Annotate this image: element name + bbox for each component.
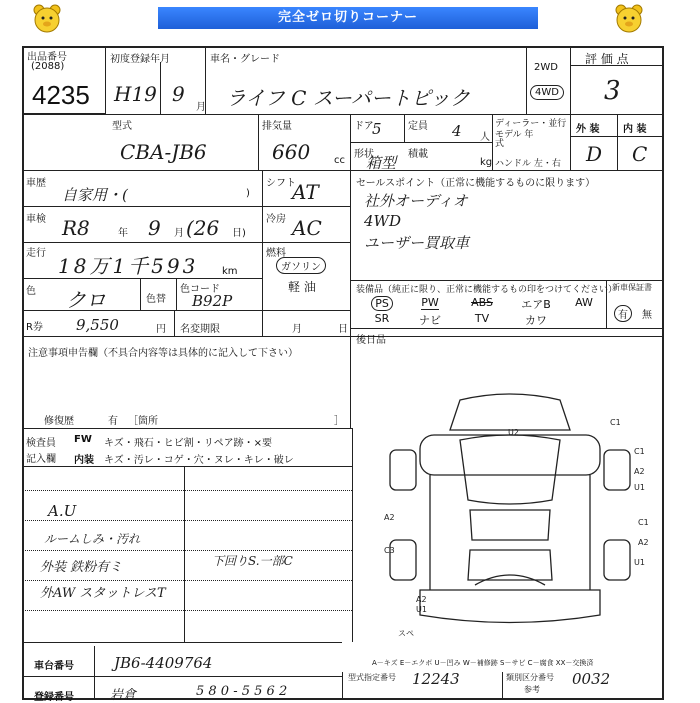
mileage-value: 18万1千593: [58, 254, 199, 278]
sales-point-3: ユーザー買取車: [364, 234, 470, 252]
first-reg-year: H19: [114, 82, 157, 106]
score-value: 3: [604, 76, 621, 106]
damage-mark-c1-right: C1: [634, 447, 645, 456]
fuel-diesel: 軽 油: [288, 280, 316, 294]
divider: [22, 336, 664, 337]
usage-label: 車歴: [26, 178, 46, 189]
class-label: 類別区分番号: [506, 673, 554, 682]
inspection-month-unit: 月: [174, 228, 184, 239]
divider: [22, 520, 352, 521]
repair-label: 修復歴: [44, 416, 74, 427]
damage-mark-u1-rear: U1: [634, 558, 645, 567]
inspection-label: 車検: [26, 214, 46, 225]
damage-mark-c3-left: C3: [384, 546, 395, 555]
sales-point-2: 4WD: [364, 212, 401, 230]
usage-close: ): [246, 188, 250, 199]
divider: [22, 490, 352, 491]
divider: [22, 428, 352, 429]
drive-2wd: 2WD: [534, 62, 558, 73]
damage-mark-a2-bottom: A2: [416, 595, 427, 604]
type-value: CBA-JB6: [120, 140, 207, 164]
equip-airbag-text: エアB: [521, 298, 551, 311]
color-no-value: B92P: [192, 292, 233, 310]
handle-label: ハンドル 左・右: [495, 159, 561, 169]
fuel-value-text: ガソリン: [281, 262, 321, 273]
notes-label: 注意事項申告欄（不具合内容等は具体的に記入して下さい）: [28, 348, 298, 359]
divider: [570, 114, 571, 170]
displacement-label: 排気量: [262, 121, 292, 132]
divider: [22, 310, 350, 311]
damage-mark-u1-bottom: U1: [416, 605, 427, 614]
inspector-side-note: 下回りS.一部C: [212, 554, 293, 568]
page-banner: 完全ゼロ切りコーナー: [158, 7, 538, 29]
equip-pw: [410, 296, 450, 309]
damage-mark-c1-top: C1: [610, 418, 621, 427]
divider: [205, 46, 206, 114]
recycle-unit: 円: [156, 324, 166, 335]
divider: [350, 280, 664, 281]
divider: [184, 466, 185, 642]
first-reg-month: 9: [172, 82, 185, 106]
mileage-label: 走行: [26, 248, 46, 259]
equip-abs: [458, 296, 506, 309]
warranty-no: 無: [642, 310, 652, 321]
divider: [350, 336, 351, 428]
inspection-day: (26: [186, 216, 220, 240]
divider: [22, 170, 664, 171]
mascot-bear-right-icon: [612, 3, 646, 33]
damage-legend: A－キズ E－エクボ U－凹み W－補修跡 S－サビ C－腐食 XX－交換済: [372, 659, 594, 667]
equip-navi-text: ナビ: [419, 314, 441, 327]
damage-mark-a2-right: A2: [634, 467, 645, 476]
divider: [140, 278, 141, 310]
inspector-note-2: ルームしみ・汚れ: [44, 532, 141, 546]
score-label: 評 価 点: [585, 52, 629, 66]
divider: [350, 142, 492, 143]
dealer-label: ディーラー・並行: [495, 119, 567, 129]
name-change-day: 日: [338, 324, 348, 335]
repair-close: ］: [334, 416, 344, 427]
model-value: ライフ C スーパートピック: [226, 86, 471, 110]
usage-value: 自家用・(: [62, 186, 128, 204]
equip-pw-text: PW: [421, 296, 439, 309]
first-reg-label: 初度登録年月: [110, 54, 170, 65]
divider: [606, 280, 607, 328]
divider: [22, 114, 664, 115]
car-damage-diagram: [380, 390, 660, 640]
type-cert-value: 12243: [412, 670, 460, 688]
ac-value: AC: [292, 216, 322, 240]
equip-tv-text: TV: [474, 312, 490, 325]
divider: [570, 65, 664, 66]
damage-mark-u2: U2: [508, 428, 519, 437]
fw-label: FW: [74, 434, 92, 445]
reg-label: 登録番号: [34, 692, 74, 703]
lot-number: 4235: [32, 80, 90, 110]
capacity-value: 4: [452, 122, 462, 140]
divider: [22, 550, 352, 551]
recycle-value: 9,550: [76, 316, 119, 334]
inspection-day-unit: 日): [232, 228, 246, 239]
new-car-warranty-label: 新車保証書: [612, 283, 652, 292]
damage-mark-c1-side: C1: [638, 518, 649, 527]
inspection-month: 9: [148, 216, 161, 240]
divider: [258, 114, 259, 170]
mascot-bear-left-icon: [30, 3, 64, 33]
equip-aw-text: AW: [575, 296, 593, 309]
damage-mark-a2-left: A2: [384, 513, 395, 522]
inspector-label-2: 記入欄: [26, 454, 56, 465]
int-items: キズ・汚レ・コゲ・穴・ヌレ・キレ・破レ: [104, 455, 294, 466]
repair-place: ［箇所: [128, 416, 158, 427]
equip-ps-text: PS: [371, 296, 393, 311]
divider: [502, 672, 503, 700]
sales-point-1: 社外オーディオ: [364, 192, 468, 210]
load-label: 積載: [408, 149, 428, 160]
capacity-label: 定員: [408, 121, 428, 132]
first-reg-month-unit: 月: [196, 102, 206, 113]
type-cert-label: 型式指定番号: [348, 673, 396, 682]
damage-mark-u1-right: U1: [634, 483, 645, 492]
drive-4wd: [530, 85, 564, 100]
inspection-year: R8: [62, 216, 90, 240]
inspector-label-1: 検査員: [26, 438, 56, 449]
doors-label: ドア: [354, 121, 374, 132]
divider: [22, 642, 342, 643]
divider: [570, 46, 571, 114]
divider: [350, 328, 664, 329]
divider: [617, 114, 618, 170]
lot-label: 出品番号: [27, 52, 67, 63]
divider: [404, 114, 405, 142]
recycle-label: R券: [26, 322, 43, 333]
equip-leather-text: カワ: [525, 314, 547, 327]
load-unit: kg: [480, 157, 493, 168]
divider: [160, 62, 161, 114]
chassis-value: JB6-4409764: [114, 654, 213, 672]
divider: [352, 428, 353, 642]
divider: [22, 242, 350, 243]
warranty-yes: [614, 305, 632, 322]
damage-mark-a2-rear: A2: [638, 538, 649, 547]
shape-label: 形状: [354, 149, 374, 160]
warranty-yes-text: 有: [618, 310, 628, 321]
interior-label: 内 装: [623, 124, 647, 135]
divider: [342, 672, 343, 700]
equip-leather: [512, 312, 560, 328]
interior-grade: C: [632, 142, 648, 166]
equip-ps: [362, 296, 402, 311]
displacement-unit: cc: [334, 155, 345, 166]
repair-yes: 有: [108, 416, 118, 427]
divider: [570, 136, 664, 137]
divider: [22, 466, 352, 467]
inspector-note-1: A.U: [48, 502, 77, 520]
equip-abs-text: ABS: [471, 296, 493, 309]
shape-value: 箱型: [366, 154, 397, 172]
divider: [22, 610, 352, 611]
inspector-note-3: 外装 鉄粉有ミ: [40, 560, 123, 575]
name-change-month: 月: [292, 324, 302, 335]
color-no-label: 色コード: [180, 284, 220, 295]
model-year-label: モデル 年式: [495, 130, 534, 149]
equip-sr-text: SR: [374, 312, 390, 325]
equip-aw: [564, 296, 604, 309]
lot-sub: (2088): [31, 61, 65, 72]
reg-value: 岩倉: [110, 688, 137, 703]
equip-airbag: [512, 296, 560, 312]
color-label: 色: [26, 286, 36, 297]
divider: [22, 676, 342, 677]
divider: [176, 278, 177, 310]
int-label: 内装: [74, 455, 94, 466]
type-label: 型式: [112, 121, 132, 132]
postdate-label: 後日品: [356, 335, 386, 346]
divider: [22, 580, 352, 581]
divider: [22, 206, 350, 207]
inspector-note-4: 外AW スタットレスT: [40, 586, 166, 601]
divider: [526, 46, 527, 114]
divider: [94, 646, 95, 700]
model-label: 車名・グレード: [210, 54, 280, 65]
divider: [174, 310, 175, 336]
drive-4wd-text: 4WD: [535, 87, 559, 98]
shift-label: シフト: [266, 178, 296, 189]
doors-value: 5: [372, 120, 382, 138]
divider: [492, 114, 493, 170]
class-value: 0032: [572, 670, 611, 688]
ref-label: 参考: [524, 685, 540, 694]
mileage-unit: km: [222, 266, 238, 277]
equip-navi: [410, 312, 450, 328]
chassis-label: 車台番号: [34, 661, 74, 672]
divider: [22, 278, 262, 279]
sales-label: セールスポイント（正常に機能するものに限ります）: [356, 178, 596, 189]
fuel-label: 燃料: [266, 248, 286, 259]
equip-tv: [458, 312, 506, 325]
equip-sr: [362, 312, 402, 325]
name-change-label: 名変期限: [180, 324, 220, 335]
inspection-year-unit: 年: [118, 228, 128, 239]
displacement-value: 660: [272, 140, 311, 164]
exterior-label: 外 装: [576, 124, 600, 135]
capacity-unit: 人: [480, 132, 490, 143]
color-value: クロ: [66, 288, 106, 312]
divider: [350, 170, 351, 336]
fw-items: キズ・飛石・ヒビ割・リペア跡・×要: [104, 438, 272, 449]
shift-value: AT: [292, 180, 319, 204]
fuel-value: [276, 257, 326, 274]
trim-label: 色替: [146, 294, 166, 305]
exterior-grade: D: [586, 142, 603, 166]
ac-label: 冷房: [266, 214, 286, 225]
divider: [262, 170, 263, 336]
equipment-title: 装備品（純正に限り、正常に機能するもの印をつけてください）: [356, 285, 618, 295]
reg-numbers: 5 8 0 - 5 5 6 2: [196, 684, 288, 699]
damage-mark-spare: スペ: [398, 629, 414, 638]
